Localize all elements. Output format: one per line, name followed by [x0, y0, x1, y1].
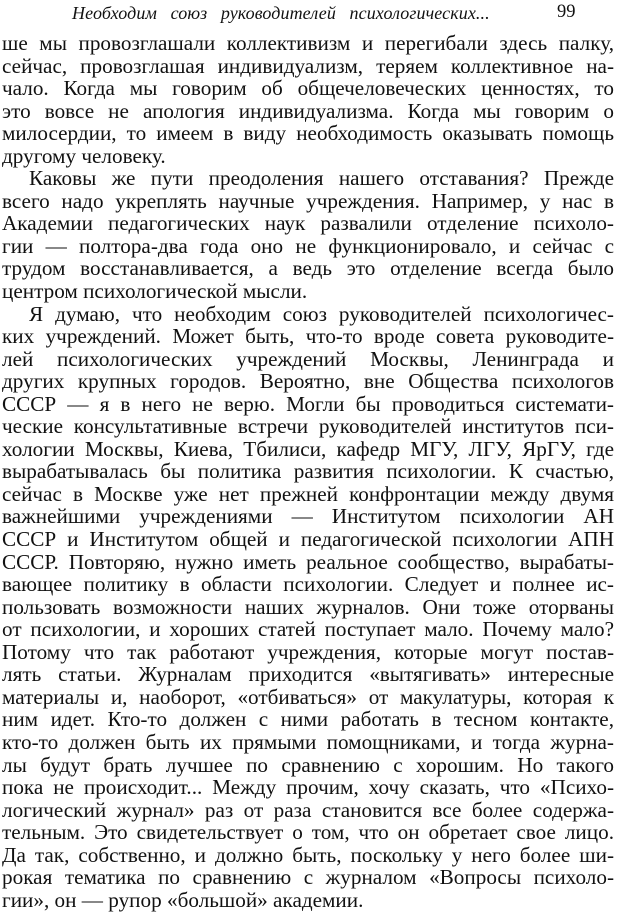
text-line: ческие консультативные встречи руководителей институтов пси- [2, 414, 614, 439]
text-line: тельным. Это свидетельствует о том, что он обретает свое лицо. [2, 820, 614, 845]
text-line: Потому что так работают учреждения, которые могут постав- [2, 639, 614, 664]
text-line: рокая тематика по сравнению с журналом «Вопросы психоло- [2, 865, 614, 890]
text-line: от психологии, и хороших статей поступает мало. Почему мало? [2, 617, 614, 642]
text-line: ним идет. Кто-то должен с ними работать в тесном контакте, [2, 707, 614, 732]
text-line: другому человеку. [2, 143, 166, 168]
text-line: сейчас в Москве уже нет прежней конфронтации между двумя [2, 481, 614, 506]
text-line: трудом восстанавливается, а ведь это отделение всегда было [2, 256, 614, 281]
text-line: СССР и Институтом общей и педагогической психологии АПН [2, 527, 614, 552]
body-text [2, 32, 614, 911]
text-line: чало. Когда мы говорим об общечеловеческих ценностях, то [2, 76, 614, 101]
text-line: сейчас, провозглашая индивидуализм, теряем коллективное на- [2, 53, 614, 78]
text-line: СССР. Повторяю, нужно иметь реальное сообщество, вырабаты- [2, 549, 614, 574]
text-line: вающее политику в области психологии. Следует и полнее ис- [2, 572, 614, 597]
text-line: других крупных городов. Вероятно, вне Общества психологов [2, 369, 614, 394]
text-line: пока не происходит... Между прочим, хочу сказать, что «Психо- [2, 775, 614, 800]
text-line: ше мы провозглашали коллективизм и перегибали здесь палку, [2, 31, 614, 55]
text-line: кто-то должен быть их прямыми помощниками, и тогда журна- [2, 729, 614, 754]
text-line: Я думаю, что необходим союз руководителей психологичес- [29, 301, 614, 326]
text-line: хологии Москвы, Киева, Тбилиси, кафедр МГУ, ЛГУ, ЯрГУ, где [2, 436, 614, 461]
text-line: лы будут брать лучшее по сравнению с хорошим. Но такого [2, 752, 614, 777]
page-number: 99 [557, 2, 576, 22]
text-line: лей психологических учреждений Москвы, Ленинграда и [2, 346, 614, 371]
page-header [0, 0, 620, 30]
text-line: пользовать возможности наших журналов. Они тоже оторваны [2, 594, 614, 619]
text-line: ких учреждений. Может быть, что-то вроде совета руководите- [2, 324, 614, 349]
text-line: СССР — я в него не верю. Могли бы проводиться системати- [2, 391, 614, 416]
text-line: центром психологической мысли. [2, 279, 308, 304]
running-title: Необходим союз руководителей психологических... [72, 3, 490, 23]
text-line: милосердии, то имеем в виду необходимость оказывать помощь [2, 121, 614, 146]
text-line: вырабатывалась бы политика развития психологии. К счастью, [2, 459, 614, 484]
text-line: гии — полтора-два года оно не функционировало, и сейчас с [2, 233, 614, 258]
text-line: гии», он — рупор «большой» академии. [2, 887, 364, 912]
text-line: всего надо укреплять научные учреждения. Например, у нас в [2, 188, 614, 213]
text-line: важнейшими учреждениями — Институтом психологии АН [2, 504, 614, 529]
text-line: это вовсе не апология индивидуализма. Когда мы говорим о [2, 98, 614, 123]
text-line: лять статьи. Журналам приходится «вытягивать» интересные [2, 662, 614, 687]
text-line: Каковы же пути преодоления нашего отставания? Прежде [29, 166, 614, 191]
text-line: Академии педагогических наук развалили отделение психоло- [2, 211, 614, 236]
text-line: логический журнал» раз от раза становится все более содержа- [2, 797, 614, 822]
text-line: Да так, собственно, и должно быть, поскольку у него более ши- [2, 842, 614, 867]
text-line: материалы и, наоборот, «отбиваться» от макулатуры, которая к [2, 684, 614, 709]
